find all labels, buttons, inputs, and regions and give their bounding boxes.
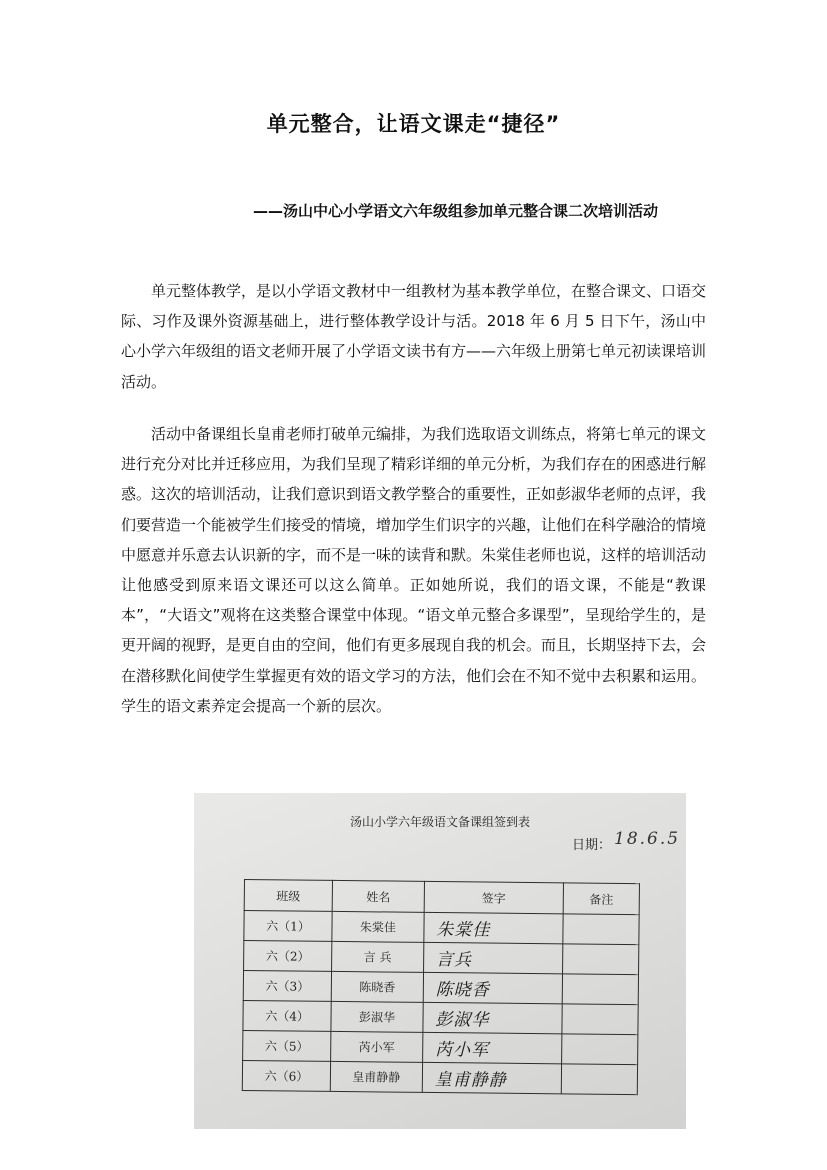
table-row bbox=[242, 1060, 637, 1094]
page-subtitle: ——汤山中心小学语文六年级组参加单元整合课二次培训活动 bbox=[253, 202, 659, 220]
cell-class: 六（2） bbox=[244, 941, 332, 972]
cell-class: 六（1） bbox=[244, 911, 332, 942]
cell-signature: 陈晓香 bbox=[423, 972, 563, 1003]
header-signature: 签字 bbox=[424, 881, 564, 913]
cell-signature: 皇甫静静 bbox=[422, 1062, 562, 1093]
cell-signature: 言兵 bbox=[423, 942, 563, 973]
table-row bbox=[244, 911, 639, 945]
cell-note bbox=[562, 1034, 638, 1065]
cell-note bbox=[561, 1064, 637, 1095]
sheet-title: 汤山小学六年级语文备课组签到表 bbox=[349, 815, 530, 829]
table-row bbox=[244, 941, 639, 975]
cell-signature: 彭淑华 bbox=[423, 1002, 563, 1033]
paragraph-1: 单元整体教学，是以小学语文教材中一组教材为基本教学单位，在整合课文、口语交际、习作及课外资源基础上，进行整体教学设计与活。2018 年 6 月 5 日下午，汤山中心小学六年级组的语文老师开展了小学语文读书有方——六年级上册第七单元初读课培训活动。 bbox=[121, 282, 707, 391]
cell-class: 六（3） bbox=[243, 971, 331, 1002]
cell-name: 彭淑华 bbox=[331, 1001, 423, 1032]
cell-name: 言 兵 bbox=[332, 941, 424, 972]
cell-note bbox=[563, 914, 639, 945]
table-row bbox=[243, 1000, 638, 1034]
page-title: 单元整合，让语文课走“捷径” bbox=[266, 112, 561, 136]
header-class: 班级 bbox=[244, 880, 332, 912]
header-note: 备注 bbox=[563, 883, 639, 915]
cell-class: 六（4） bbox=[243, 1000, 331, 1031]
signin-table bbox=[242, 879, 640, 1095]
date-label: 日期： bbox=[572, 838, 612, 853]
cell-signature: 芮小军 bbox=[422, 1032, 562, 1063]
cell-class: 六（5） bbox=[243, 1030, 331, 1061]
cell-note bbox=[562, 974, 638, 1005]
table-row bbox=[243, 971, 638, 1005]
cell-name: 皇甫静静 bbox=[330, 1061, 422, 1092]
cell-note bbox=[563, 944, 639, 975]
cell-name: 芮小军 bbox=[331, 1031, 423, 1062]
cell-signature: 朱棠佳 bbox=[424, 912, 564, 943]
cell-name: 朱棠佳 bbox=[332, 911, 424, 942]
cell-name: 陈晓香 bbox=[331, 971, 423, 1002]
cell-note bbox=[562, 1004, 638, 1035]
header-name: 姓名 bbox=[332, 880, 424, 912]
table-header-row bbox=[244, 880, 639, 915]
signin-sheet-photo bbox=[194, 793, 686, 1129]
cell-class: 六（6） bbox=[242, 1060, 330, 1091]
paragraph-2: 活动中备课组长皇甫老师打破单元编排，为我们选取语文训练点，将第七单元的课文进行充分对比并迁移应用，为我们呈现了精彩详细的单元分析，为我们存在的困惑进行解惑。这次的培训活动，让我们意识到语文教学整合的重要性，正如彭淑华老师的点评，我们要营造一个能被学生们接受的情境，增加学生们识字的兴趣，让他们在科学融洽的情境中愿意并乐意去认识新的字，而不是一味的读背和默。朱棠佳老师也说，这样的培训活动让他感受到原来语文课还可以这么简单。正如她所说，我们的语文课，不能是“教课本”，“大语文”观将在这类整合课堂中体现。“语文单元整合多课型”，呈现给学生的，是更开阔的视野，是更自由的空间，他们有更多展现自我的机会。而且，长期坚持下去，会在潜移默化间使学生掌握更有效的语文学习的方法，他们会在不知不觉中去积累和运用。学生的语文素养定会提高一个新的层次。 bbox=[121, 425, 707, 715]
date-handwritten: 18.6.5 bbox=[614, 829, 681, 849]
table-row bbox=[243, 1030, 638, 1064]
